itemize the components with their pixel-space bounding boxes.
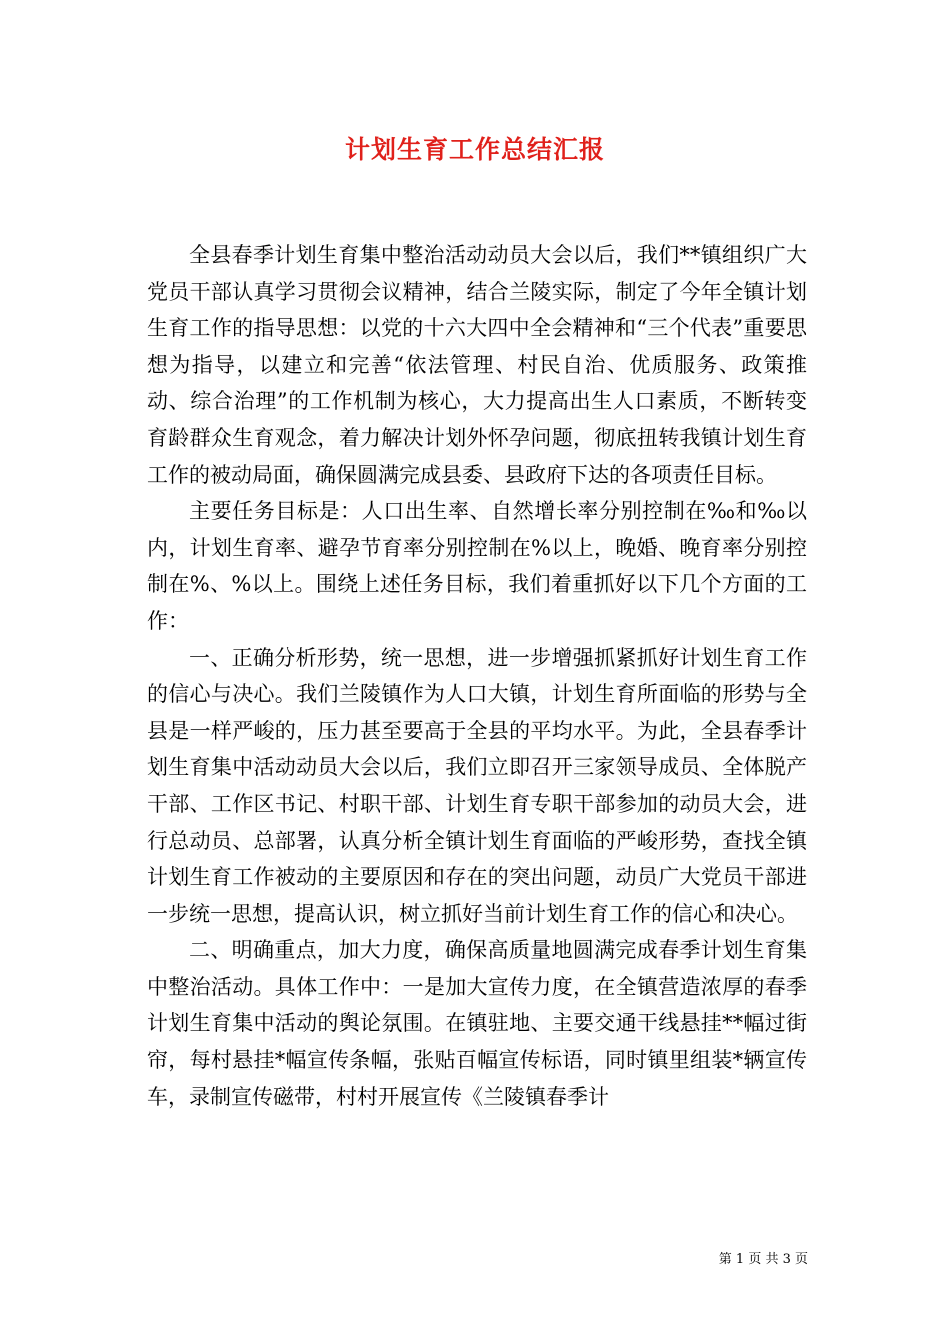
paragraph: 主要任务目标是：人口出生率、自然增长率分别控制在‰和‰以内，计划生育率、避孕节育率分别控制在%以上，晚婚、晚育率分别控制在%、%以上。围绕上述任务目标，我们着重抓好以下几个方面的工作： <box>147 499 807 633</box>
paragraph: 全县春季计划生育集中整治活动动员大会以后，我们**镇组织广大党员干部认真学习贯彻会议精神，结合兰陵实际，制定了今年全镇计划生育工作的指导思想：以党的十六大四中全会精神和“三个代表”重要思想为指导，以建立和完善“依法管理、村民自治、优质服务、政策推动、综合治理”的工作机制为核心，大力提高出生人口素质，不断转变育龄群众生育观念，着力解决计划外怀孕问题，彻底扭转我镇计划生育工作的被动局面，确保圆满完成县委、县政府下达的各项责任目标。 <box>147 243 807 487</box>
paragraph: 一、正确分析形势，统一思想，进一步增强抓紧抓好计划生育工作的信心与决心。我们兰陵镇作为人口大镇，计划生育所面临的形势与全县是一样严峻的，压力甚至要高于全县的平均水平。为此，全县春季计划生育集中活动动员大会以后，我们立即召开三家领导成员、全体脱产干部、工作区书记、村职干部、计划生育专职干部参加的动员大会，进行总动员、总部署，认真分析全镇计划生育面临的严峻形势，查找全镇计划生育工作被动的主要原因和存在的突出问题，动员广大党员干部进一步统一思想，提高认识，树立抓好当前计划生育工作的信心和决心。 <box>147 645 807 926</box>
page-number: 第 1 页 共 3 页 <box>718 1252 808 1267</box>
document-title: 计划生育工作总结汇报 <box>344 135 605 164</box>
document-body <box>147 237 807 1115</box>
paragraph: 二、明确重点，加大力度，确保高质量地圆满完成春季计划生育集中整治活动。具体工作中：一是加大宣传力度，在全镇营造浓厚的春季计划生育集中活动的舆论氛围。在镇驻地、主要交通干线悬挂**幅过街帘，每村悬挂*幅宣传条幅，张贴百幅宣传标语，同时镇里组装*辆宣传车，录制宣传磁带，村村开展宣传《兰陵镇春季计 <box>147 938 807 1109</box>
